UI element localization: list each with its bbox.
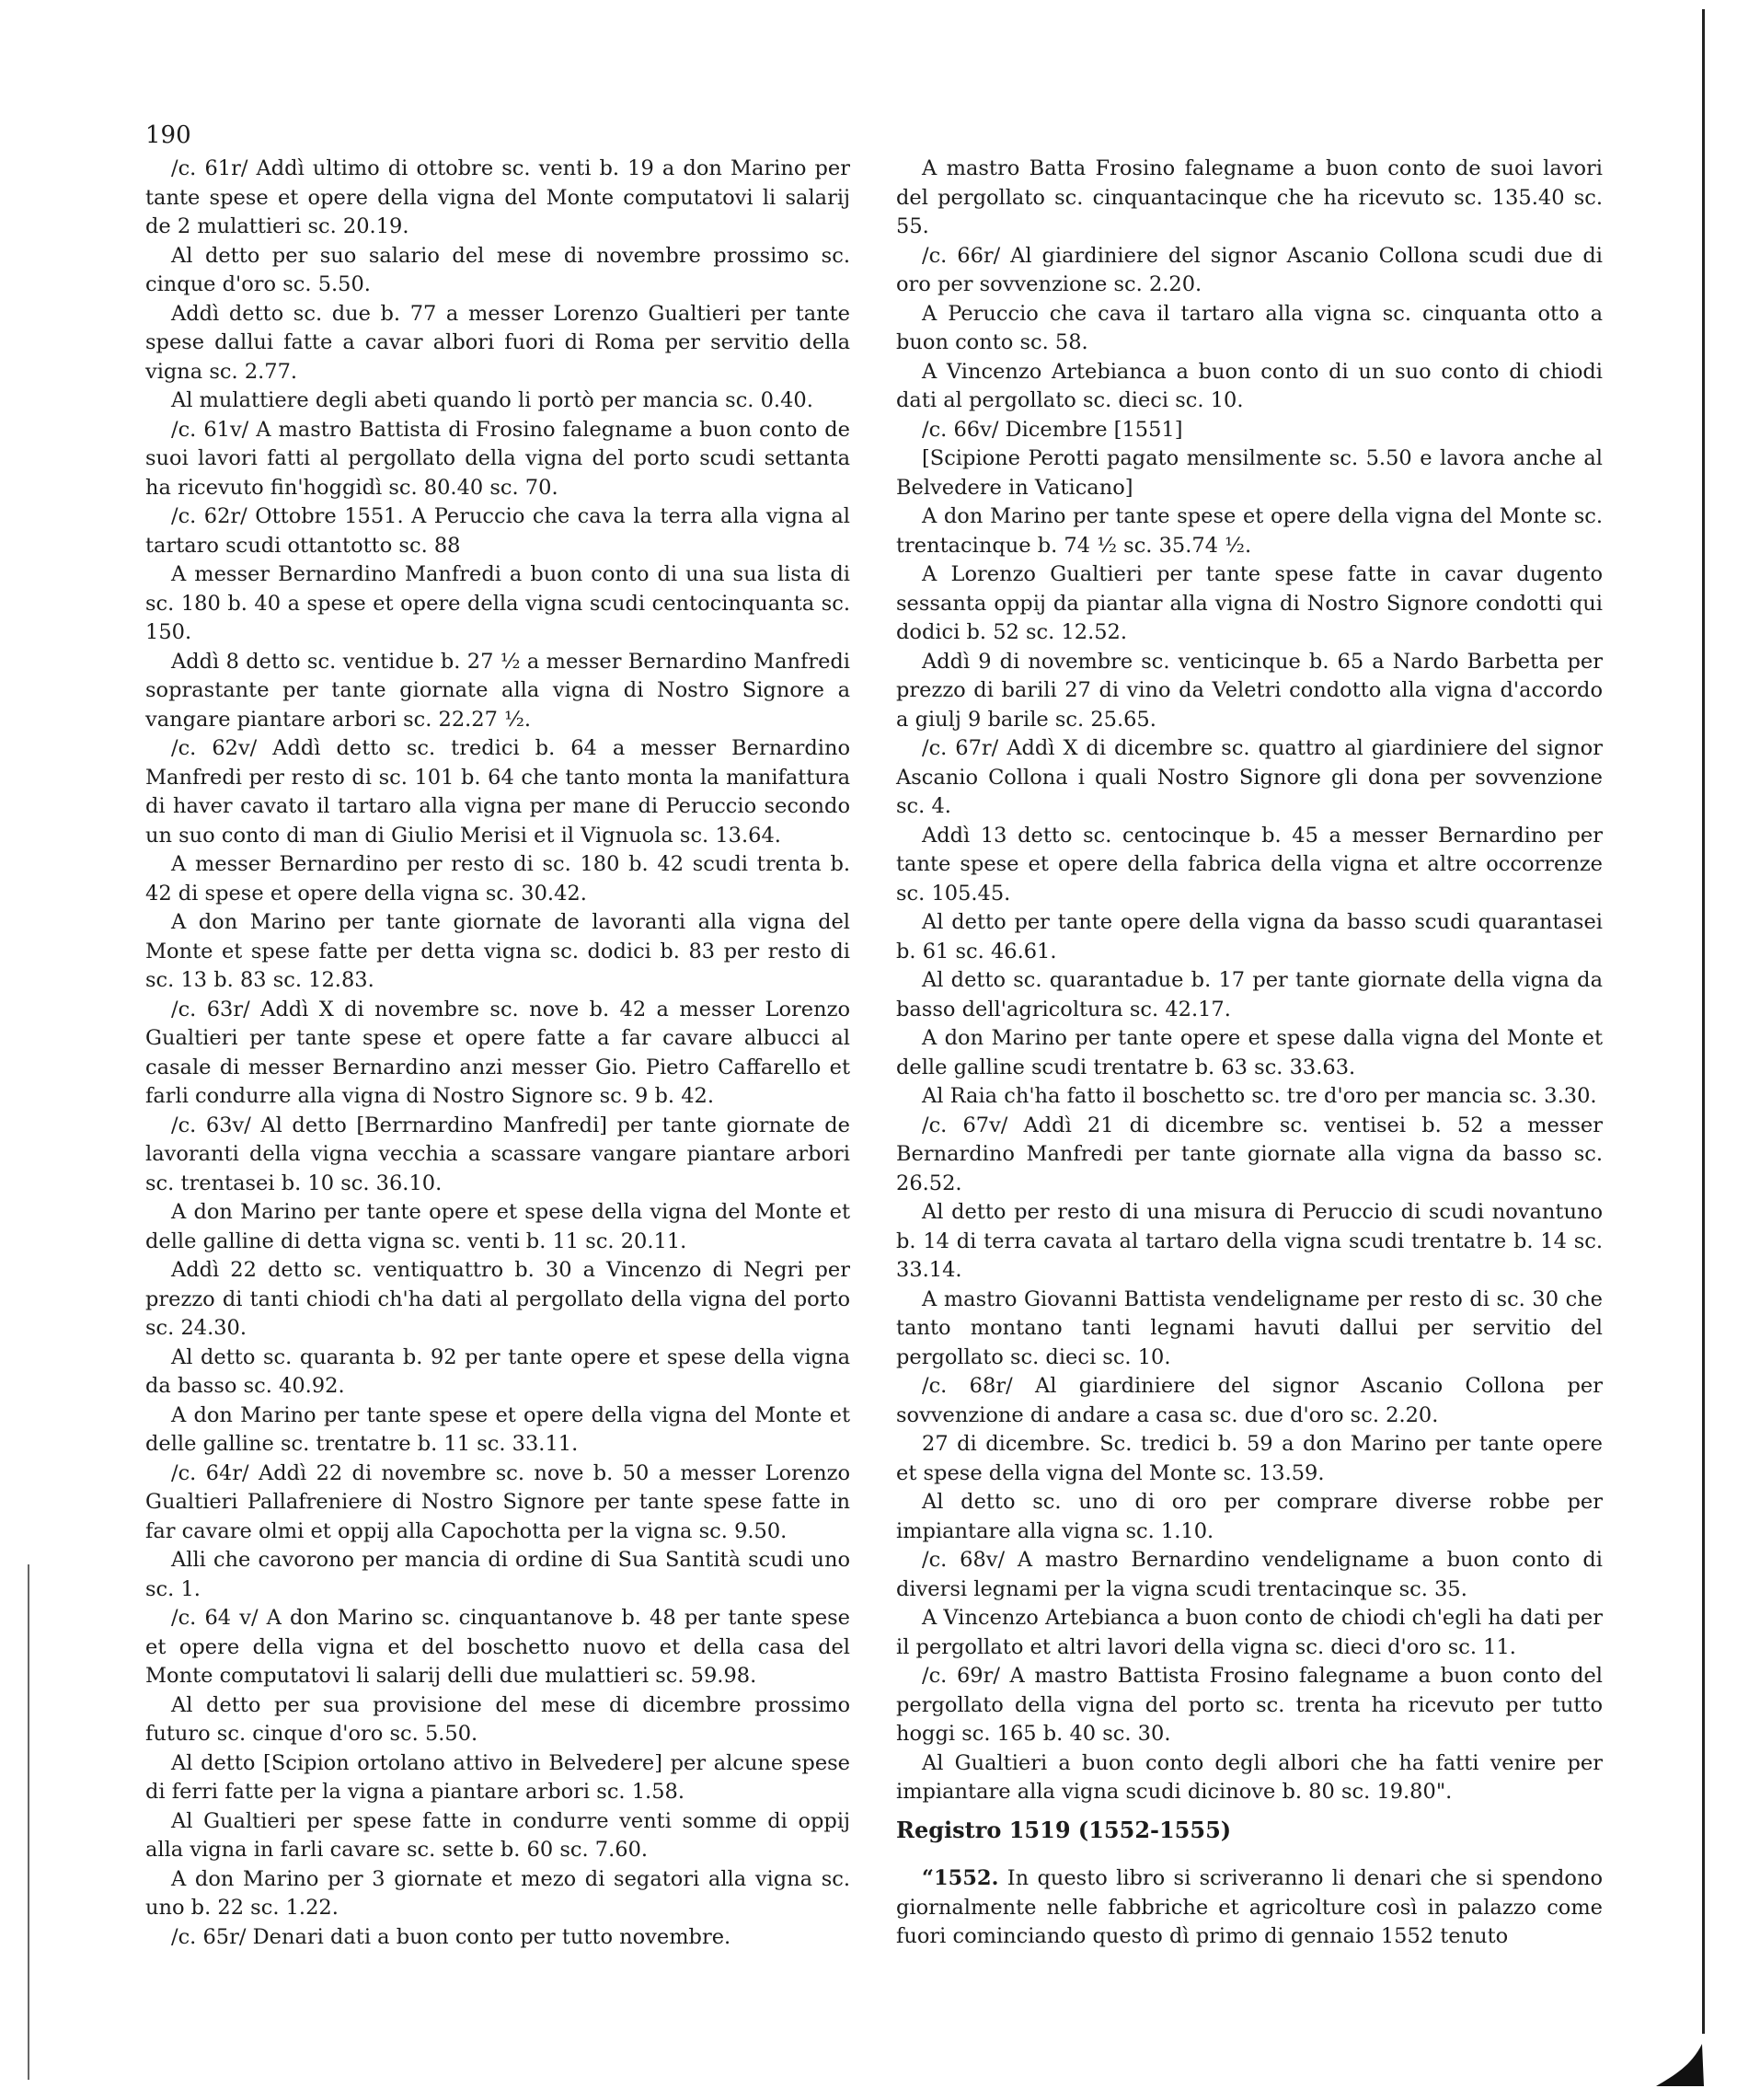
entry-paragraph: Al mulattiere degli abeti quando li portò per mancia sc. 0.40. [171,388,813,412]
entry-paragraph: /c. 63v/ Al detto [Berrnardino Manfredi] per tante giornate de lavoranti della vigna vecchia a scassare vangare piantare arbori sc. trentasei b. 10 sc. 36.10. [145,1113,850,1195]
entry-paragraph: Al detto per sua provisione del mese di dicembre prossimo futuro sc. cinque d'oro sc. 5.50. [145,1692,850,1746]
section-heading: Registro 1519 (1552-1555) [896,1817,1232,1843]
corner-smudge-icon [1656,2038,1704,2086]
entry-paragraph: A Peruccio che cava il tartaro alla vigna sc. cinquanta otto a buon conto sc. 58. [896,301,1603,354]
entry-paragraph: /c. 65r/ Denari dati a buon conto per tutto novembre. [171,1924,731,1949]
entry-paragraph: /c. 63r/ Addì X di novembre sc. nove b. 42 a messer Lorenzo Gualtieri per tante spese et opere fatte a far cavare albucci al casale di messer Bernardino anzi messer Gio. Pietro Caffarello et farli condurre alla vigna di Nostro Signore sc. 9 b. 42. [145,997,850,1108]
entry-paragraph: Alli che cavorono per mancia di ordine di Sua Santità scudi uno sc. 1. [145,1548,850,1601]
entry-paragraph: Al Gualtieri a buon conto degli albori che ha fatti venire per impiantare alla vigna scudi dicinove b. 80 sc. 19.80". [896,1750,1603,1804]
entry-paragraph: A mastro Giovanni Battista vendeligname per resto di sc. 30 che tanto montano tanti legnami havuti dallui per servitio del pergollato sc. dieci sc. 10. [896,1287,1603,1369]
entry-paragraph: [Scipione Perotti pagato mensilmente sc. 5.50 e lavora anche al Belvedere in Vaticano] [896,446,1603,500]
entry-paragraph: A don Marino per tante spese et opere della vigna del Monte et delle galline sc. trentatre b. 11 sc. 33.11. [145,1402,850,1456]
scan-edge-line [1702,9,1705,2034]
entry-paragraph: Al detto per tante opere della vigna da basso scudi quarantasei b. 61 sc. 46.61. [896,910,1603,963]
entry-paragraph: /c. 69r/ A mastro Battista Frosino falegname a buon conto del pergollato della vigna del porto sc. trenta ha ricevuto per tutto hoggi sc. 165 b. 40 sc. 30. [896,1664,1603,1746]
entry-paragraph: /c. 68v/ A mastro Bernardino vendeligname a buon conto di diversi legnami per la vigna scudi trentacinque sc. 35. [896,1548,1603,1601]
entry-paragraph: Addì detto sc. due b. 77 a messer Lorenzo Gualtieri per tante spese dallui fatte a cavar albori fuori di Roma per servitio della vigna sc. 2.77. [145,301,850,384]
entry-paragraph: Addì 8 detto sc. ventidue b. 27 ½ a messer Bernardino Manfredi soprastante per tante giornate alla vigna di Nostro Signore a vangare piantare arbori sc. 22.27 ½. [145,649,850,732]
section-intro-text: In questo libro si scriveranno li denari che si spendono giornalmente nelle fabbriche et agricolture così in palazzo come fuori cominciando questo dì primo di gennaio 1552 tenuto [896,1866,1603,1948]
entry-paragraph: Addì 22 detto sc. ventiquattro b. 30 a Vincenzo di Negri per prezzo di tanti chiodi ch'ha dati al pergollato della vigna del porto sc. 24.30. [145,1258,850,1340]
entry-paragraph: Al Raia ch'ha fatto il boschetto sc. tre d'oro per mancia sc. 3.30. [922,1084,1597,1108]
entry-paragraph: /c. 66v/ Dicembre [1551] [922,417,1183,442]
entry-paragraph: /c. 66r/ Al giardiniere del signor Ascanio Collona scudi due di oro per sovvenzione sc. 2.20. [896,243,1603,296]
right-text-column [896,155,1603,1807]
entry-paragraph: A messer Bernardino per resto di sc. 180 b. 42 scudi trenta b. 42 di spese et opere della vigna sc. 30.42. [145,852,850,906]
entry-paragraph: /c. 61v/ A mastro Battista di Frosino falegname a buon conto de suoi lavori fatti al pergollato della vigna del porto scudi settanta ha ricevuto fin'hoggidì sc. 80.40 sc. 70. [145,417,850,500]
section-intro-lead: “1552. [922,1866,999,1890]
entry-paragraph: Addì 9 di novembre sc. venticinque b. 65 a Nardo Barbetta per prezzo di barili 27 di vino da Veletri condotto alla vigna d'accordo a giulj 9 barile sc. 25.65. [896,649,1603,732]
entry-paragraph: Al detto per resto di una misura di Peruccio di scudi novantuno b. 14 di terra cavata al tartaro della vigna scudi trentatre b. 14 sc. 33.14. [896,1200,1603,1282]
entry-paragraph: A don Marino per tante opere et spese della vigna del Monte et delle galline di detta vigna sc. venti b. 11 sc. 20.11. [145,1200,850,1253]
section-intro [896,1864,1603,1952]
entry-paragraph: A Vincenzo Artebianca a buon conto di un suo conto di chiodi dati al pergollato sc. dieci sc. 10. [896,359,1603,412]
entry-paragraph: A Lorenzo Gualtieri per tante spese fatte in cavar dugento sessanta oppij da piantar alla vigna di Nostro Signore condotti qui dodici b. 52 sc. 12.52. [896,562,1603,644]
entry-paragraph: A mastro Batta Frosino falegname a buon conto de suoi lavori del pergollato sc. cinquantacinque che ha ricevuto sc. 135.40 sc. 55. [896,156,1603,238]
entry-paragraph: /c. 64r/ Addì 22 di novembre sc. nove b. 50 a messer Lorenzo Gualtieri Pallafreniere di Nostro Signore per tante spese fatte in far cavare olmi et oppij alla Capochotta per la vigna sc. 9.50. [145,1460,850,1543]
entry-paragraph: /c. 68r/ Al giardiniere del signor Ascanio Collona per sovvenzione di andare a casa sc. due d'oro sc. 2.20. [896,1374,1603,1427]
entry-paragraph: A don Marino per tante opere et spese dalla vigna del Monte et delle galline scudi trentatre b. 63 sc. 33.63. [896,1026,1603,1079]
page-number: 190 [145,121,191,149]
entry-paragraph: /c. 61r/ Addì ultimo di ottobre sc. venti b. 19 a don Marino per tante spese et opere della vigna del Monte computatovi li salarij de 2 mulattieri sc. 20.19. [145,156,850,238]
entry-paragraph: Al detto per suo salario del mese di novembre prossimo sc. cinque d'oro sc. 5.50. [145,243,850,296]
entry-paragraph: A Vincenzo Artebianca a buon conto de chiodi ch'egli ha dati per il pergollato et altri lavori della vigna sc. dieci d'oro sc. 11. [896,1606,1603,1659]
entry-paragraph: A messer Bernardino Manfredi a buon conto di una sua lista di sc. 180 b. 40 a spese et opere della vigna scudi centocinquanta sc. 150. [145,562,850,644]
entry-paragraph: A don Marino per tante spese et opere della vigna del Monte sc. trentacinque b. 74 ½ sc. 35.74 ½. [896,504,1603,558]
entry-paragraph: 27 di dicembre. Sc. tredici b. 59 a don Marino per tante opere et spese della vigna del Monte sc. 13.59. [896,1432,1603,1485]
entry-paragraph: /c. 64 v/ A don Marino sc. cinquantanove b. 48 per tante spese et opere della vigna et del boschetto nuovo et della casa del Monte computatovi li salarij delli due mulattieri sc. 59.98. [145,1606,850,1688]
left-text-column [145,155,850,1952]
entry-paragraph: A don Marino per 3 giornate et mezo di segatori alla vigna sc. uno b. 22 sc. 1.22. [145,1866,850,1920]
entry-paragraph: /c. 62v/ Addì detto sc. tredici b. 64 a messer Bernardino Manfredi per resto di sc. 101 b. 64 che tanto monta la manifattura di haver cavato il tartaro alla vigna per mane di Peruccio secondo un suo conto di man di Giulio Merisi et il Vignuola sc. 13.64. [145,736,850,848]
entry-paragraph: Al detto sc. quarantadue b. 17 per tante giornate della vigna da basso dell'agricoltura sc. 42.17. [896,968,1603,1021]
entry-paragraph: /c. 62r/ Ottobre 1551. A Peruccio che cava la terra alla vigna al tartaro scudi ottantotto sc. 88 [145,504,850,558]
scan-corner-mark [1656,2038,1704,2086]
entry-paragraph: Al Gualtieri per spese fatte in condurre venti somme di oppij alla vigna in farli cavare sc. sette b. 60 sc. 7.60. [145,1808,850,1862]
entry-paragraph: Al detto sc. uno di oro per comprare diverse robbe per impiantare alla vigna sc. 1.10. [896,1490,1603,1543]
entry-paragraph: /c. 67v/ Addì 21 di dicembre sc. ventisei b. 52 a messer Bernardino Manfredi per tante giornate alla vigna da basso sc. 26.52. [896,1113,1603,1195]
scan-edge-strip [28,1564,29,2080]
entry-paragraph: A don Marino per tante giornate de lavoranti alla vigna del Monte et spese fatte per detta vigna sc. dodici b. 83 per resto di sc. 13 b. 83 sc. 12.83. [145,910,850,992]
entry-paragraph: Al detto [Scipion ortolano attivo in Belvedere] per alcune spese di ferri fatte per la vigna a piantare arbori sc. 1.58. [145,1750,850,1804]
entry-paragraph: Al detto sc. quaranta b. 92 per tante opere et spese della vigna da basso sc. 40.92. [145,1344,850,1398]
entry-paragraph: Addì 13 detto sc. centocinque b. 45 a messer Bernardino per tante spese et opere della fabrica della vigna et altre occorrenze sc. 105.45. [896,823,1603,906]
entry-paragraph: /c. 67r/ Addì X di dicembre sc. quattro al giardiniere del signor Ascanio Collona i quali Nostro Signore gli dona per sovvenzione sc. 4. [896,736,1603,818]
